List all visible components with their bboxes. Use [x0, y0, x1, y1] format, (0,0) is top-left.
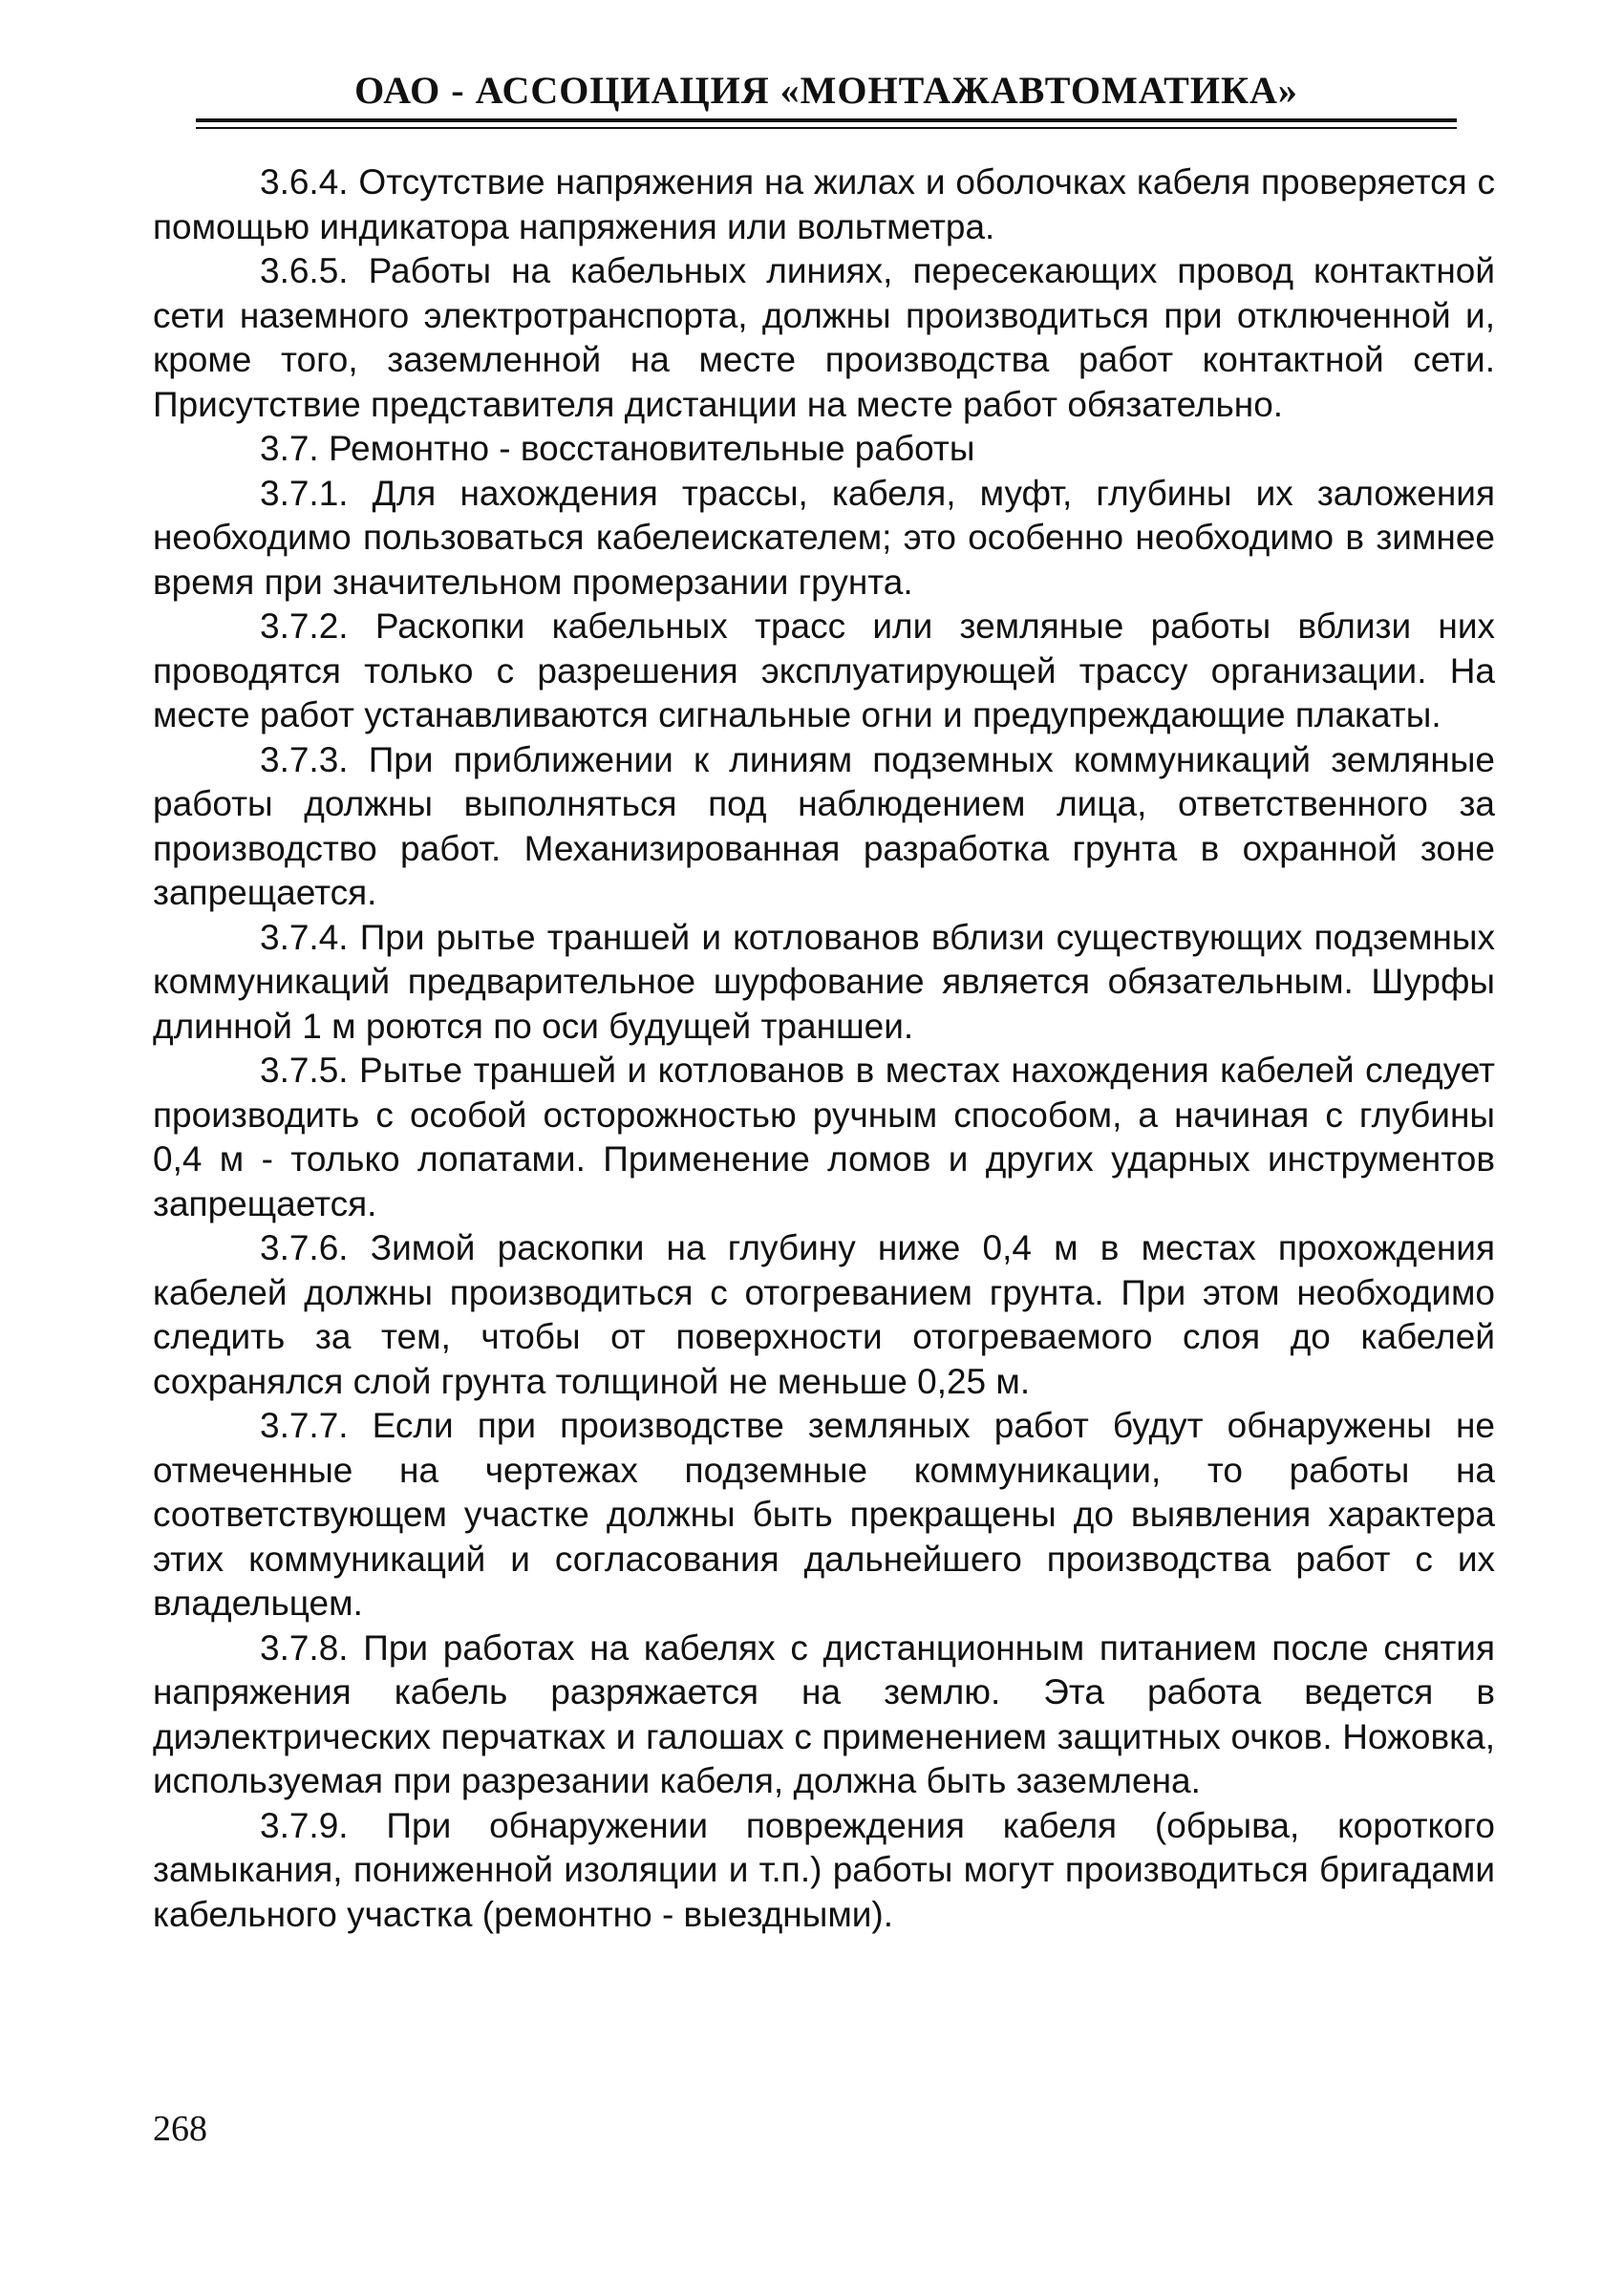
body-text	[153, 160, 1495, 1937]
paragraph-3-7-5: 3.7.5. Рытье траншей и котлованов в местах нахождения кабелей следует производить с особой осторожностью ручным способом, а начиная с глубины 0,4 м - только лопатами. Применение ломов и других ударных инструментов запрещается.	[153, 1051, 1495, 1223]
page-number: 268	[153, 2109, 207, 2149]
paragraph-3-6-4: 3.6.4. Отсутствие напряжения на жилах и оболочках кабеля проверяется с помощью индикатора напряжения или вольтметра.	[153, 162, 1495, 246]
paragraph-3-7-3: 3.7.3. При приближении к линиям подземных коммуникаций земляные работы должны выполняться под наблюдением лица, ответственного за производство работ. Механизированная разработка грунта в охранной зоне запрещается.	[153, 739, 1495, 912]
paragraph-3-6-5: 3.6.5. Работы на кабельных линиях, пересекающих провод контактной сети наземного электротранспорта, должны производиться при отключенной и, кроме того, заземленной на месте производства работ контактной сети. Присутствие представителя дистанции на месте работ обязательно.	[153, 251, 1495, 424]
section-heading-3-7: 3.7. Ремонтно - восстановительные работы	[260, 429, 975, 468]
header-title: ОАО - АССОЦИАЦИЯ «МОНТАЖАВТОМАТИКА»	[354, 69, 1298, 112]
paragraph-3-7-7: 3.7.7. Если при производстве земляных работ будут обнаружены не отмеченные на чертежах подземные коммуникации, то работы на соответствующем участке должны быть прекращены до выявления характера этих коммуникаций и согласования дальнейшего производства работ с их владельцем.	[153, 1406, 1495, 1623]
paragraph-3-7-6: 3.7.6. Зимой раскопки на глубину ниже 0,4 м в местах прохождения кабелей должны производиться с отогреванием грунта. При этом необходимо следить за тем, чтобы от поверхности отогреваемого слоя до кабелей сохранялся слой грунта толщиной не меньше 0,25 м.	[153, 1228, 1495, 1401]
header-rule-thin	[196, 127, 1457, 129]
paragraph-3-7-2: 3.7.2. Раскопки кабельных трасс или земляные работы вблизи них проводятся только с разрешения эксплуатирующей трассу организации. На месте работ устанавливаются сигнальные огни и предупреждающие плакаты.	[153, 606, 1495, 734]
header-rule-thick	[196, 118, 1457, 122]
paragraph-3-7-4: 3.7.4. При рытье траншей и котлованов вблизи существующих подземных коммуникаций предварительное шурфование является обязательным. Шурфы длинной 1 м роются по оси будущей траншеи.	[153, 917, 1495, 1046]
paragraph-3-7-9: 3.7.9. При обнаружении повреждения кабеля (обрыва, короткого замыкания, пониженной изоляции и т.п.) работы могут производиться бригадами кабельного участка (ремонтно - выездными).	[153, 1805, 1495, 1934]
paragraph-3-7-8: 3.7.8. При работах на кабелях с дистанционным питанием после снятия напряжения кабель разряжается на землю. Эта работа ведется в диэлектрических перчатках и галошах с применением защитных очков. Ножовка, используемая при разрезании кабеля, должна быть заземлена.	[153, 1627, 1495, 1800]
page-header	[196, 69, 1457, 129]
paragraph-3-7-1: 3.7.1. Для нахождения трассы, кабеля, муфт, глубины их заложения необходимо пользоваться кабелеискателем; это особенно необходимо в зимнее время при значительном промерзании грунта.	[153, 473, 1495, 602]
